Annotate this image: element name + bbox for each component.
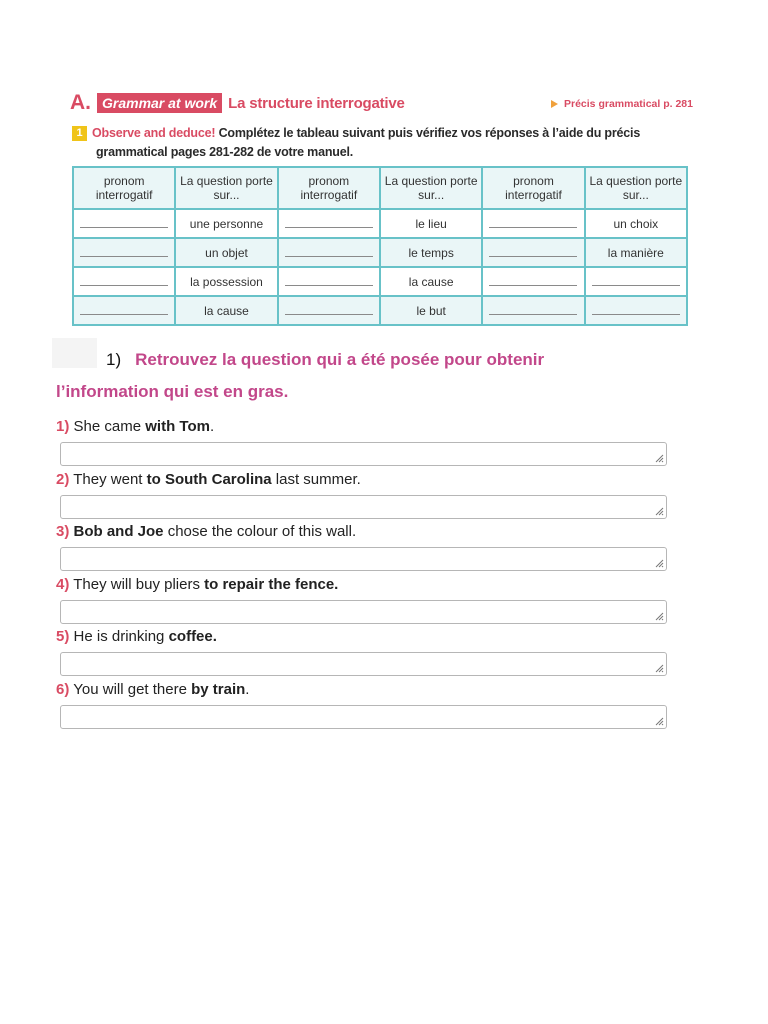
answer-field[interactable] xyxy=(60,495,667,519)
table-row xyxy=(73,267,687,296)
item-number: 4) xyxy=(56,576,70,593)
table-header-row xyxy=(73,167,687,209)
blank-area xyxy=(52,338,97,368)
item-text: She came xyxy=(73,418,146,435)
table-header: pronom interrogatif xyxy=(278,167,380,209)
answer-field[interactable] xyxy=(60,705,667,729)
question-text-2: l’information qui est en gras. xyxy=(56,382,289,401)
exercise-item xyxy=(56,681,249,698)
table-cell: la possession xyxy=(175,267,277,296)
table-row xyxy=(73,209,687,238)
blank-cell xyxy=(73,267,175,296)
section-badge: Grammar at work xyxy=(97,93,222,113)
item-text: He is drinking xyxy=(73,628,169,645)
item-bold-text: to South Carolina xyxy=(146,471,272,488)
section-letter: A. xyxy=(70,91,91,114)
triangle-arrow-icon xyxy=(551,100,558,108)
table-header: pronom interrogatif xyxy=(482,167,584,209)
grammar-reference-text: Précis grammatical p. 281 xyxy=(564,98,693,110)
blank-line xyxy=(489,306,577,315)
table-row xyxy=(73,238,687,267)
exercise-number-badge: 1 xyxy=(72,126,87,141)
item-text-end: chose the colour of this wall. xyxy=(163,523,357,540)
item-number: 6) xyxy=(56,681,70,698)
item-bold-text: with Tom xyxy=(145,418,210,435)
question-text-1: Retrouvez la question qui a été posée pour obtenir xyxy=(135,350,545,369)
item-text: They went xyxy=(73,471,147,488)
item-bold-text: by train xyxy=(191,681,246,698)
blank-line xyxy=(489,277,577,286)
item-bold-text: Bob and Joe xyxy=(73,523,164,540)
blank-cell xyxy=(482,209,584,238)
blank-line xyxy=(592,277,680,286)
item-text-end: . xyxy=(209,418,215,435)
resize-grip-icon[interactable] xyxy=(654,453,664,463)
answer-field[interactable] xyxy=(60,547,667,571)
exercise-item xyxy=(56,628,217,645)
item-number: 5) xyxy=(56,628,70,645)
grammar-table xyxy=(72,166,688,326)
table-cell: le but xyxy=(380,296,482,325)
blank-cell xyxy=(585,296,687,325)
blank-line xyxy=(489,219,577,228)
blank-line xyxy=(80,248,168,257)
resize-grip-icon[interactable] xyxy=(654,611,664,621)
item-number: 1) xyxy=(56,418,70,435)
section-header xyxy=(70,90,405,116)
blank-line xyxy=(285,219,373,228)
instruction-text-2: grammatical pages 281-282 de votre manuel. xyxy=(96,145,353,159)
instruction-text-1: Complétez le tableau suivant puis vérifiez vos réponses à l’aide du précis xyxy=(218,126,641,140)
blank-line xyxy=(285,306,373,315)
blank-cell xyxy=(278,296,380,325)
blank-line xyxy=(80,219,168,228)
exercise-item xyxy=(56,523,356,540)
blank-cell xyxy=(482,267,584,296)
blank-line xyxy=(592,306,680,315)
instruction-lead: Observe and deduce! xyxy=(92,126,216,140)
blank-cell xyxy=(278,209,380,238)
blank-cell xyxy=(73,238,175,267)
blank-line xyxy=(80,306,168,315)
blank-cell xyxy=(278,238,380,267)
table-header: La question porte sur... xyxy=(380,167,482,209)
exercise-item xyxy=(56,471,361,488)
blank-cell xyxy=(585,267,687,296)
table-cell: un objet xyxy=(175,238,277,267)
table-header: La question porte sur... xyxy=(585,167,687,209)
table-cell: la cause xyxy=(175,296,277,325)
item-text: You will get there xyxy=(73,681,192,698)
blank-cell xyxy=(73,296,175,325)
item-text-end: . xyxy=(245,681,250,698)
resize-grip-icon[interactable] xyxy=(654,663,664,673)
exercise-item xyxy=(56,418,214,435)
table-cell: une personne xyxy=(175,209,277,238)
blank-line xyxy=(285,277,373,286)
resize-grip-icon[interactable] xyxy=(654,716,664,726)
question-heading xyxy=(106,350,544,370)
table-cell: le lieu xyxy=(380,209,482,238)
table-header: La question porte sur... xyxy=(175,167,277,209)
item-text: They will buy pliers xyxy=(73,576,205,593)
item-number: 2) xyxy=(56,471,70,488)
item-text-end: last summer. xyxy=(271,471,361,488)
blank-cell xyxy=(482,296,584,325)
table-header: pronom interrogatif xyxy=(73,167,175,209)
answer-field[interactable] xyxy=(60,442,667,466)
table-cell: la manière xyxy=(585,238,687,267)
resize-grip-icon[interactable] xyxy=(654,506,664,516)
exercise-item xyxy=(56,576,338,593)
blank-line xyxy=(285,248,373,257)
blank-cell xyxy=(73,209,175,238)
blank-cell xyxy=(482,238,584,267)
answer-field[interactable] xyxy=(60,600,667,624)
item-number: 3) xyxy=(56,523,70,540)
table-cell: un choix xyxy=(585,209,687,238)
table-cell: le temps xyxy=(380,238,482,267)
item-bold-text: coffee. xyxy=(168,628,217,645)
resize-grip-icon[interactable] xyxy=(654,558,664,568)
section-title: La structure interrogative xyxy=(228,94,405,112)
table-row xyxy=(73,296,687,325)
question-number: 1) xyxy=(106,350,122,369)
exercise-instruction xyxy=(72,124,692,162)
table-cell: la cause xyxy=(380,267,482,296)
blank-line xyxy=(489,248,577,257)
answer-field[interactable] xyxy=(60,652,667,676)
blank-line xyxy=(80,277,168,286)
grammar-reference xyxy=(551,98,693,110)
blank-cell xyxy=(278,267,380,296)
item-bold-text: to repair the fence. xyxy=(204,576,339,593)
